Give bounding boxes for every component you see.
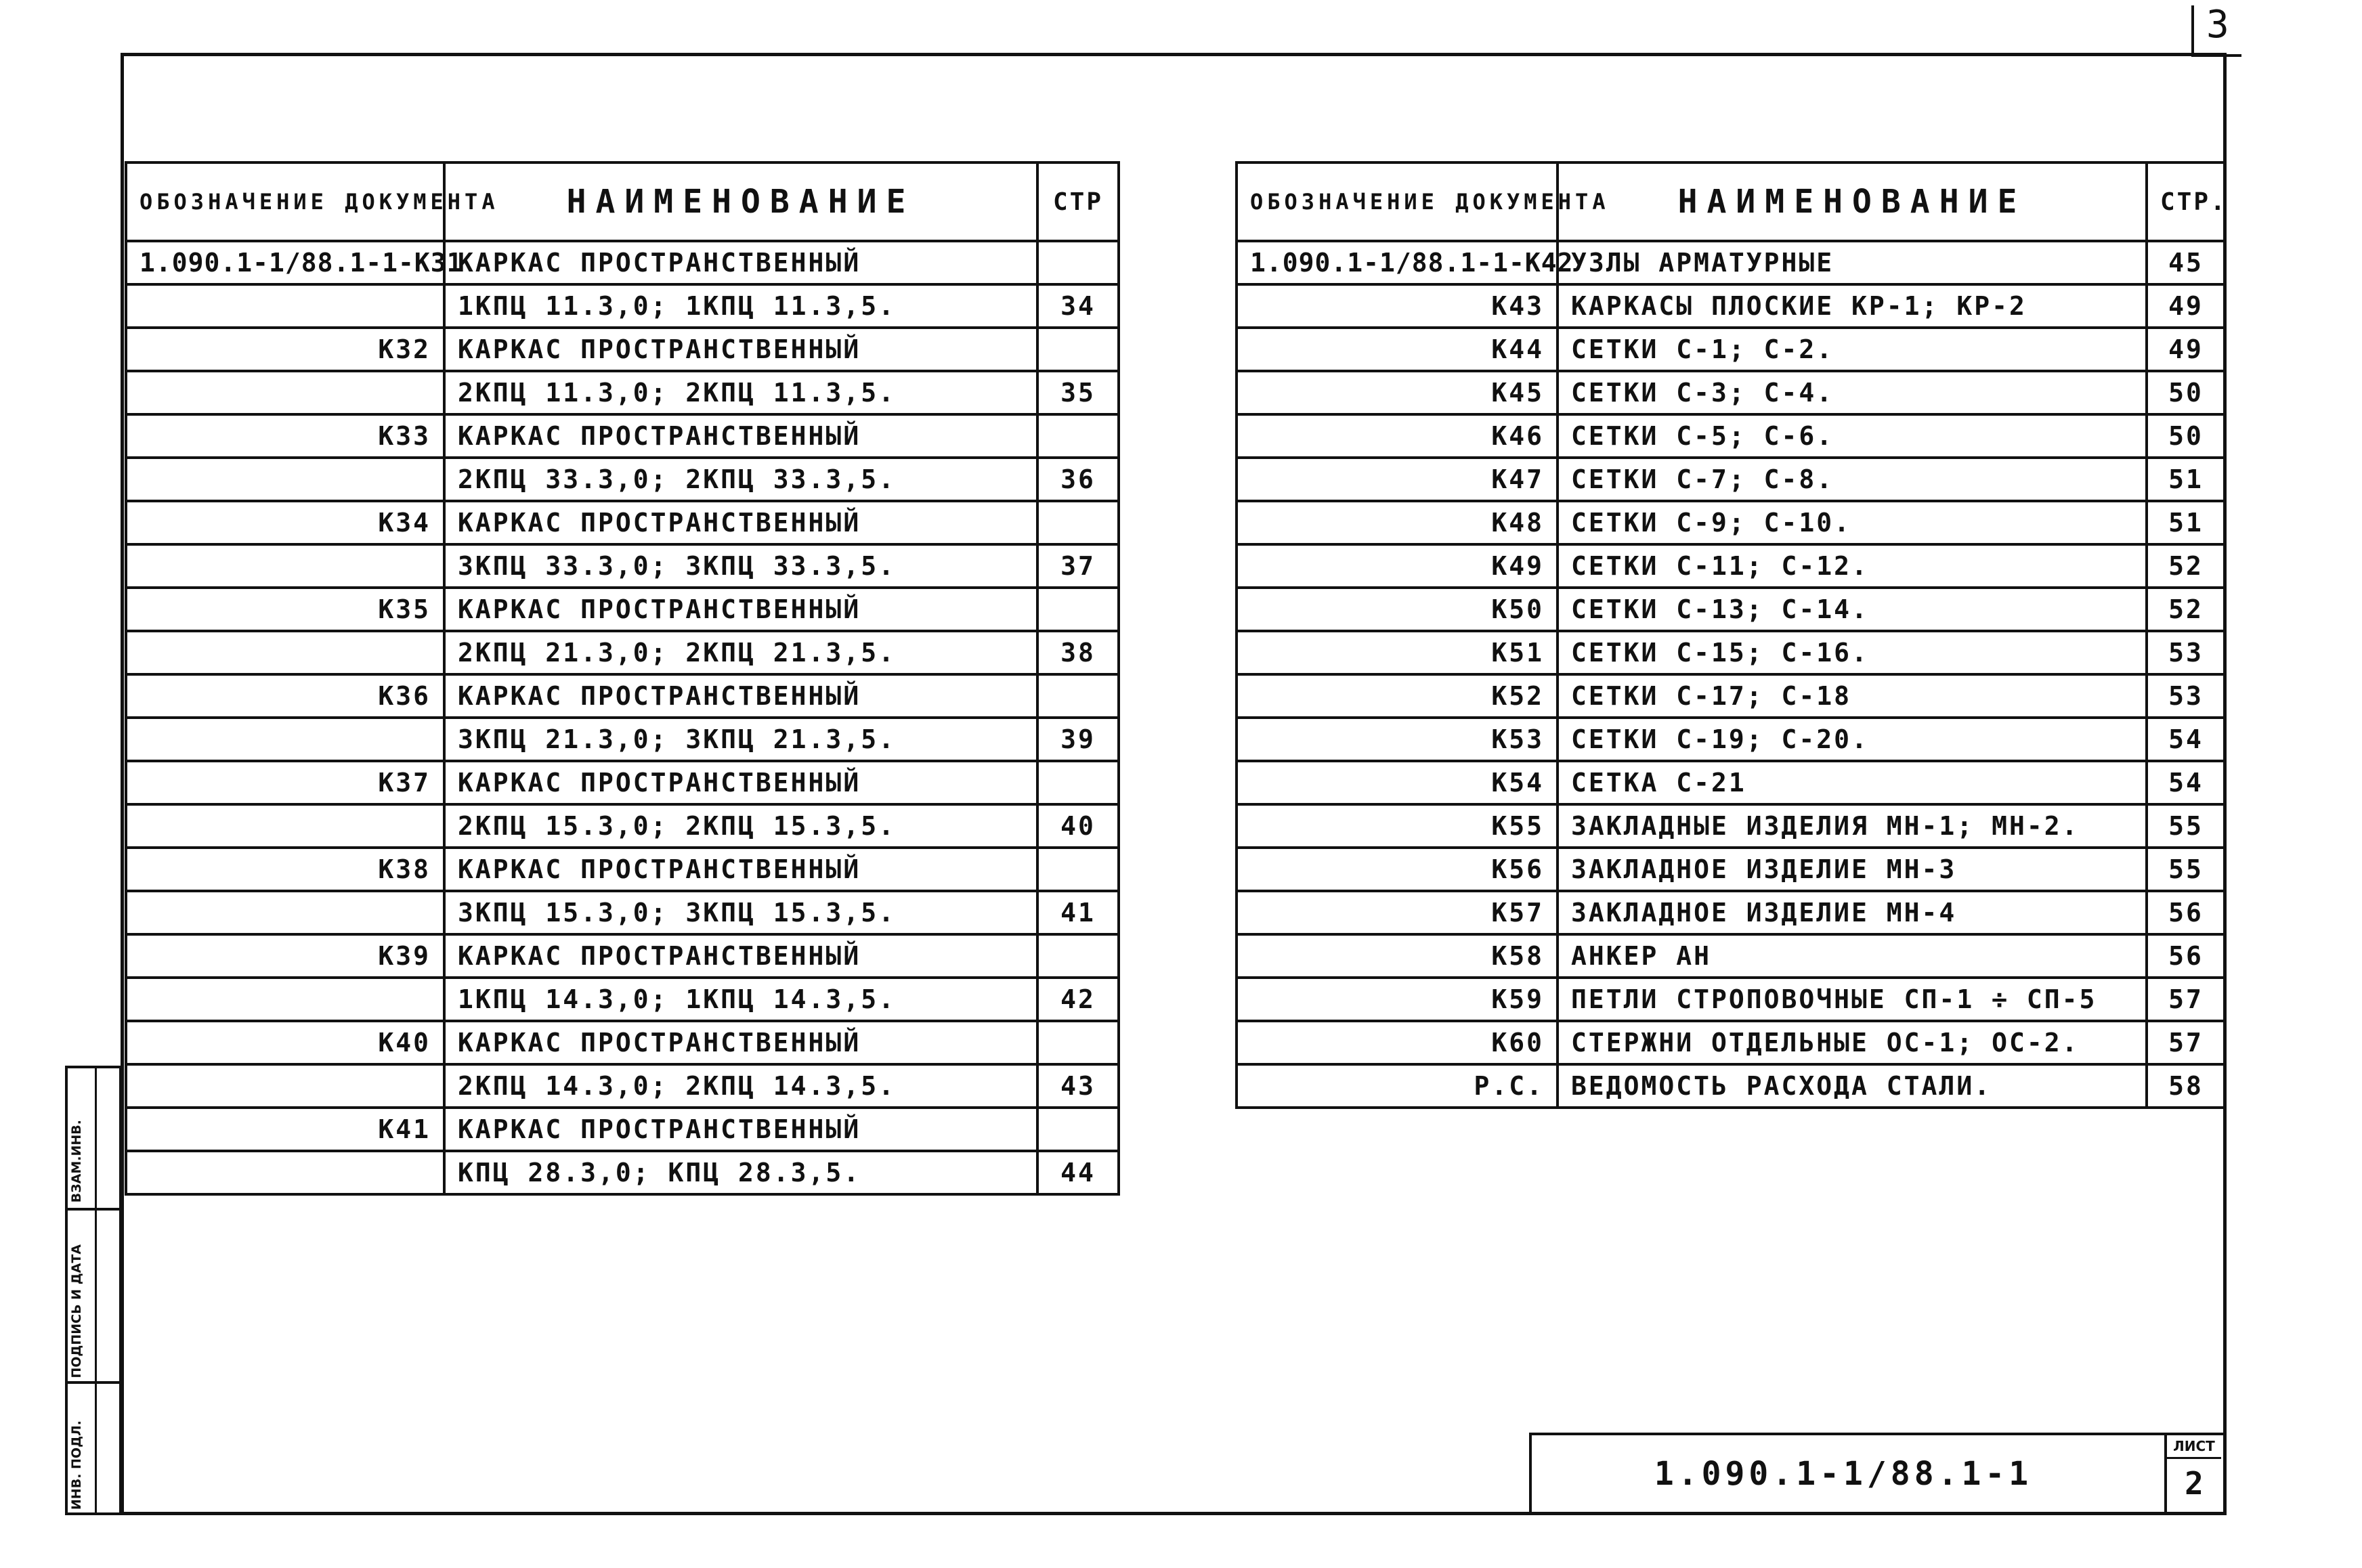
table-row bbox=[126, 1064, 1119, 1108]
table-row bbox=[1237, 284, 2225, 328]
row-code: К47 bbox=[1237, 458, 1558, 501]
row-page: 35 bbox=[1037, 371, 1119, 414]
row-code bbox=[126, 458, 444, 501]
row-name: СЕТКА С-21 bbox=[1558, 761, 2147, 804]
row-code bbox=[126, 804, 444, 848]
row-name: ПЕТЛИ СТРОПОВОЧНЫЕ СП-1 ÷ СП-5 bbox=[1558, 978, 2147, 1021]
row-name: СЕТКИ С-17; С-18 bbox=[1558, 674, 2147, 718]
row-name: СЕТКИ С-13; С-14. bbox=[1558, 588, 2147, 631]
row-page bbox=[1037, 588, 1119, 631]
index-table-right bbox=[1235, 161, 2227, 1109]
corner-tick bbox=[2191, 5, 2194, 56]
table-row bbox=[126, 1151, 1119, 1194]
row-code: К33 bbox=[126, 414, 444, 458]
row-page bbox=[1037, 848, 1119, 891]
table-row bbox=[126, 328, 1119, 371]
row-page: 36 bbox=[1037, 458, 1119, 501]
row-name: СЕТКИ С-15; С-16. bbox=[1558, 631, 2147, 674]
table-row bbox=[126, 718, 1119, 761]
row-page bbox=[1037, 674, 1119, 718]
table-row bbox=[126, 804, 1119, 848]
row-name: 2КПЦ 33.3,0; 2КПЦ 33.3,5. bbox=[444, 458, 1037, 501]
row-code: К57 bbox=[1237, 891, 1558, 934]
row-page bbox=[1037, 1021, 1119, 1064]
row-name: ЗАКЛАДНЫЕ ИЗДЕЛИЯ МН-1; МН-2. bbox=[1558, 804, 2147, 848]
row-code bbox=[126, 544, 444, 588]
row-code: К34 bbox=[126, 501, 444, 544]
side-label-inv-orig: ИНВ. ПОДЛ. bbox=[69, 1420, 84, 1510]
row-name: СЕТКИ С-1; С-2. bbox=[1558, 328, 2147, 371]
row-name: КАРКАС ПРОСТРАНСТВЕННЫЙ bbox=[444, 1108, 1037, 1151]
row-name: 3КПЦ 21.3,0; 3КПЦ 21.3,5. bbox=[444, 718, 1037, 761]
table-row bbox=[126, 1021, 1119, 1064]
table-row bbox=[1237, 371, 2225, 414]
row-name: СТЕРЖНИ ОТДЕЛЬНЫЕ ОС-1; ОС-2. bbox=[1558, 1021, 2147, 1064]
row-code: К50 bbox=[1237, 588, 1558, 631]
row-name: КАРКАС ПРОСТРАНСТВЕННЫЙ bbox=[444, 848, 1037, 891]
table-row bbox=[126, 978, 1119, 1021]
row-page: 45 bbox=[2147, 241, 2225, 284]
row-code: К51 bbox=[1237, 631, 1558, 674]
table-row bbox=[1237, 674, 2225, 718]
row-code: К45 bbox=[1237, 371, 1558, 414]
side-separator bbox=[95, 1211, 97, 1384]
table-row bbox=[1237, 804, 2225, 848]
row-code bbox=[126, 371, 444, 414]
table-row bbox=[126, 631, 1119, 674]
row-name: 2КПЦ 21.3,0; 2КПЦ 21.3,5. bbox=[444, 631, 1037, 674]
table-row bbox=[1237, 718, 2225, 761]
row-name: КАРКАС ПРОСТРАНСТВЕННЫЙ bbox=[444, 588, 1037, 631]
table-row bbox=[126, 284, 1119, 328]
row-name: КПЦ 28.3,0; КПЦ 28.3,5. bbox=[444, 1151, 1037, 1194]
side-cell-sign-date bbox=[68, 1208, 119, 1384]
row-name: КАРКАС ПРОСТРАНСТВЕННЫЙ bbox=[444, 761, 1037, 804]
table-row bbox=[1237, 501, 2225, 544]
row-page: 56 bbox=[2147, 891, 2225, 934]
table-header bbox=[126, 162, 1119, 241]
table-row bbox=[126, 588, 1119, 631]
row-code bbox=[126, 631, 444, 674]
table-row bbox=[1237, 761, 2225, 804]
table-row bbox=[126, 241, 1119, 284]
row-page bbox=[1037, 241, 1119, 284]
row-code: К39 bbox=[126, 934, 444, 978]
table-row bbox=[1237, 934, 2225, 978]
row-code: 1.090.1-1/88.1-1-К31 bbox=[126, 241, 444, 284]
row-name: ЗАКЛАДНОЕ ИЗДЕЛИЕ МН-3 bbox=[1558, 848, 2147, 891]
row-code: К32 bbox=[126, 328, 444, 371]
header-name: НАИМЕНОВАНИЕ bbox=[444, 162, 1037, 241]
row-code: К37 bbox=[126, 761, 444, 804]
row-name: СЕТКИ С-19; С-20. bbox=[1558, 718, 2147, 761]
row-page: 52 bbox=[2147, 544, 2225, 588]
table-row bbox=[1237, 458, 2225, 501]
header-code: ОБОЗНАЧЕНИЕ ДОКУМЕНТА bbox=[126, 162, 444, 241]
row-name: ЗАКЛАДНОЕ ИЗДЕЛИЕ МН-4 bbox=[1558, 891, 2147, 934]
row-page: 34 bbox=[1037, 284, 1119, 328]
row-page: 54 bbox=[2147, 761, 2225, 804]
table-row bbox=[1237, 848, 2225, 891]
side-label-sign-date: ПОДПИСЬ И ДАТА bbox=[69, 1244, 84, 1378]
row-page: 40 bbox=[1037, 804, 1119, 848]
row-code bbox=[126, 718, 444, 761]
row-page: 50 bbox=[2147, 371, 2225, 414]
row-name: 2КПЦ 15.3,0; 2КПЦ 15.3,5. bbox=[444, 804, 1037, 848]
row-code: К59 bbox=[1237, 978, 1558, 1021]
row-page: 57 bbox=[2147, 1021, 2225, 1064]
row-code bbox=[126, 1151, 444, 1194]
row-page: 43 bbox=[1037, 1064, 1119, 1108]
side-separator bbox=[95, 1068, 97, 1208]
table-row bbox=[126, 934, 1119, 978]
row-page bbox=[1037, 1108, 1119, 1151]
row-name: КАРКАС ПРОСТРАНСТВЕННЫЙ bbox=[444, 1021, 1037, 1064]
row-code: К43 bbox=[1237, 284, 1558, 328]
row-page: 53 bbox=[2147, 674, 2225, 718]
row-code: К48 bbox=[1237, 501, 1558, 544]
row-page: 39 bbox=[1037, 718, 1119, 761]
row-page bbox=[1037, 328, 1119, 371]
row-code bbox=[126, 891, 444, 934]
row-code: К60 bbox=[1237, 1021, 1558, 1064]
table-row bbox=[1237, 631, 2225, 674]
row-code bbox=[126, 978, 444, 1021]
table-row bbox=[1237, 241, 2225, 284]
table-row bbox=[126, 414, 1119, 458]
table-row bbox=[1237, 1021, 2225, 1064]
table-row bbox=[1237, 414, 2225, 458]
row-page: 51 bbox=[2147, 501, 2225, 544]
row-name: КАРКАСЫ ПЛОСКИЕ КР-1; КР-2 bbox=[1558, 284, 2147, 328]
row-code: 1.090.1-1/88.1-1-К42 bbox=[1237, 241, 1558, 284]
table-header bbox=[1237, 162, 2225, 241]
row-page: 56 bbox=[2147, 934, 2225, 978]
row-code: К53 bbox=[1237, 718, 1558, 761]
row-name: СЕТКИ С-9; С-10. bbox=[1558, 501, 2147, 544]
row-code: К41 bbox=[126, 1108, 444, 1151]
title-block bbox=[1529, 1433, 2227, 1515]
table-row bbox=[126, 501, 1119, 544]
row-code: Р.С. bbox=[1237, 1064, 1558, 1108]
row-page: 50 bbox=[2147, 414, 2225, 458]
side-separator bbox=[95, 1384, 97, 1515]
row-page bbox=[1037, 501, 1119, 544]
table-row bbox=[126, 458, 1119, 501]
row-name: 1КПЦ 11.3,0; 1КПЦ 11.3,5. bbox=[444, 284, 1037, 328]
row-page: 58 bbox=[2147, 1064, 2225, 1108]
row-page bbox=[1037, 414, 1119, 458]
row-code: К36 bbox=[126, 674, 444, 718]
row-page bbox=[1037, 761, 1119, 804]
table-row bbox=[1237, 978, 2225, 1021]
row-name: 1КПЦ 14.3,0; 1КПЦ 14.3,5. bbox=[444, 978, 1037, 1021]
table-row bbox=[126, 1108, 1119, 1151]
row-name: КАРКАС ПРОСТРАНСТВЕННЫЙ bbox=[444, 241, 1037, 284]
row-name: АНКЕР АН bbox=[1558, 934, 2147, 978]
sheet-number: 2 bbox=[2185, 1465, 2204, 1502]
table-row bbox=[1237, 891, 2225, 934]
row-page: 51 bbox=[2147, 458, 2225, 501]
header-page: СТР. bbox=[2147, 162, 2225, 241]
row-page: 42 bbox=[1037, 978, 1119, 1021]
row-name: 3КПЦ 33.3,0; 3КПЦ 33.3,5. bbox=[444, 544, 1037, 588]
row-page bbox=[1037, 934, 1119, 978]
row-code: К55 bbox=[1237, 804, 1558, 848]
document-code: 1.090.1-1/88.1-1 bbox=[1654, 1455, 2033, 1493]
row-name: СЕТКИ С-7; С-8. bbox=[1558, 458, 2147, 501]
row-code: К54 bbox=[1237, 761, 1558, 804]
table-row bbox=[126, 761, 1119, 804]
row-page: 55 bbox=[2147, 804, 2225, 848]
row-page: 53 bbox=[2147, 631, 2225, 674]
row-page: 49 bbox=[2147, 284, 2225, 328]
table-row bbox=[126, 371, 1119, 414]
table-row bbox=[126, 674, 1119, 718]
row-name: СЕТКИ С-3; С-4. bbox=[1558, 371, 2147, 414]
sheet-label-rule bbox=[2167, 1457, 2221, 1459]
table-row bbox=[126, 544, 1119, 588]
row-code: К56 bbox=[1237, 848, 1558, 891]
row-code: К40 bbox=[126, 1021, 444, 1064]
row-page: 38 bbox=[1037, 631, 1119, 674]
table-row bbox=[1237, 328, 2225, 371]
row-code: К46 bbox=[1237, 414, 1558, 458]
row-name: КАРКАС ПРОСТРАНСТВЕННЫЙ bbox=[444, 328, 1037, 371]
row-page: 37 bbox=[1037, 544, 1119, 588]
row-name: СЕТКИ С-11; С-12. bbox=[1558, 544, 2147, 588]
row-code: К52 bbox=[1237, 674, 1558, 718]
row-page: 44 bbox=[1037, 1151, 1119, 1194]
table-row bbox=[126, 891, 1119, 934]
row-name: 3КПЦ 15.3,0; 3КПЦ 15.3,5. bbox=[444, 891, 1037, 934]
table-row bbox=[126, 848, 1119, 891]
index-table-left bbox=[125, 161, 1120, 1196]
sheet-cell bbox=[2164, 1435, 2224, 1512]
row-page: 55 bbox=[2147, 848, 2225, 891]
table-row bbox=[1237, 588, 2225, 631]
row-name: КАРКАС ПРОСТРАНСТВЕННЫЙ bbox=[444, 674, 1037, 718]
row-page: 49 bbox=[2147, 328, 2225, 371]
row-name: КАРКАС ПРОСТРАНСТВЕННЫЙ bbox=[444, 501, 1037, 544]
row-name: ВЕДОМОСТЬ РАСХОДА СТАЛИ. bbox=[1558, 1064, 2147, 1108]
row-code: К49 bbox=[1237, 544, 1558, 588]
row-name: КАРКАС ПРОСТРАНСТВЕННЫЙ bbox=[444, 414, 1037, 458]
row-name: УЗЛЫ АРМАТУРНЫЕ bbox=[1558, 241, 2147, 284]
header-page: СТР bbox=[1037, 162, 1119, 241]
table-row bbox=[1237, 544, 2225, 588]
row-code: К44 bbox=[1237, 328, 1558, 371]
row-code: К38 bbox=[126, 848, 444, 891]
corner-sheet-number: 3 bbox=[2206, 3, 2229, 47]
side-cell-inv-replace bbox=[68, 1068, 119, 1208]
row-code: К58 bbox=[1237, 934, 1558, 978]
row-name: СЕТКИ С-5; С-6. bbox=[1558, 414, 2147, 458]
table-row bbox=[1237, 1064, 2225, 1108]
row-name: 2КПЦ 11.3,0; 2КПЦ 11.3,5. bbox=[444, 371, 1037, 414]
side-cell-inv-orig bbox=[68, 1381, 119, 1515]
row-page: 57 bbox=[2147, 978, 2225, 1021]
side-stamp-strip bbox=[65, 1066, 122, 1515]
header-name: НАИМЕНОВАНИЕ bbox=[1558, 162, 2147, 241]
header-code: ОБОЗНАЧЕНИЕ ДОКУМЕНТА bbox=[1237, 162, 1558, 241]
row-page: 54 bbox=[2147, 718, 2225, 761]
row-code: К35 bbox=[126, 588, 444, 631]
row-name: 2КПЦ 14.3,0; 2КПЦ 14.3,5. bbox=[444, 1064, 1037, 1108]
sheet-label: ЛИСТ bbox=[2173, 1438, 2215, 1454]
row-page: 41 bbox=[1037, 891, 1119, 934]
row-code bbox=[126, 284, 444, 328]
row-name: КАРКАС ПРОСТРАНСТВЕННЫЙ bbox=[444, 934, 1037, 978]
row-page: 52 bbox=[2147, 588, 2225, 631]
row-code bbox=[126, 1064, 444, 1108]
side-label-inv-replace: ВЗАМ.ИНВ. bbox=[69, 1119, 84, 1202]
